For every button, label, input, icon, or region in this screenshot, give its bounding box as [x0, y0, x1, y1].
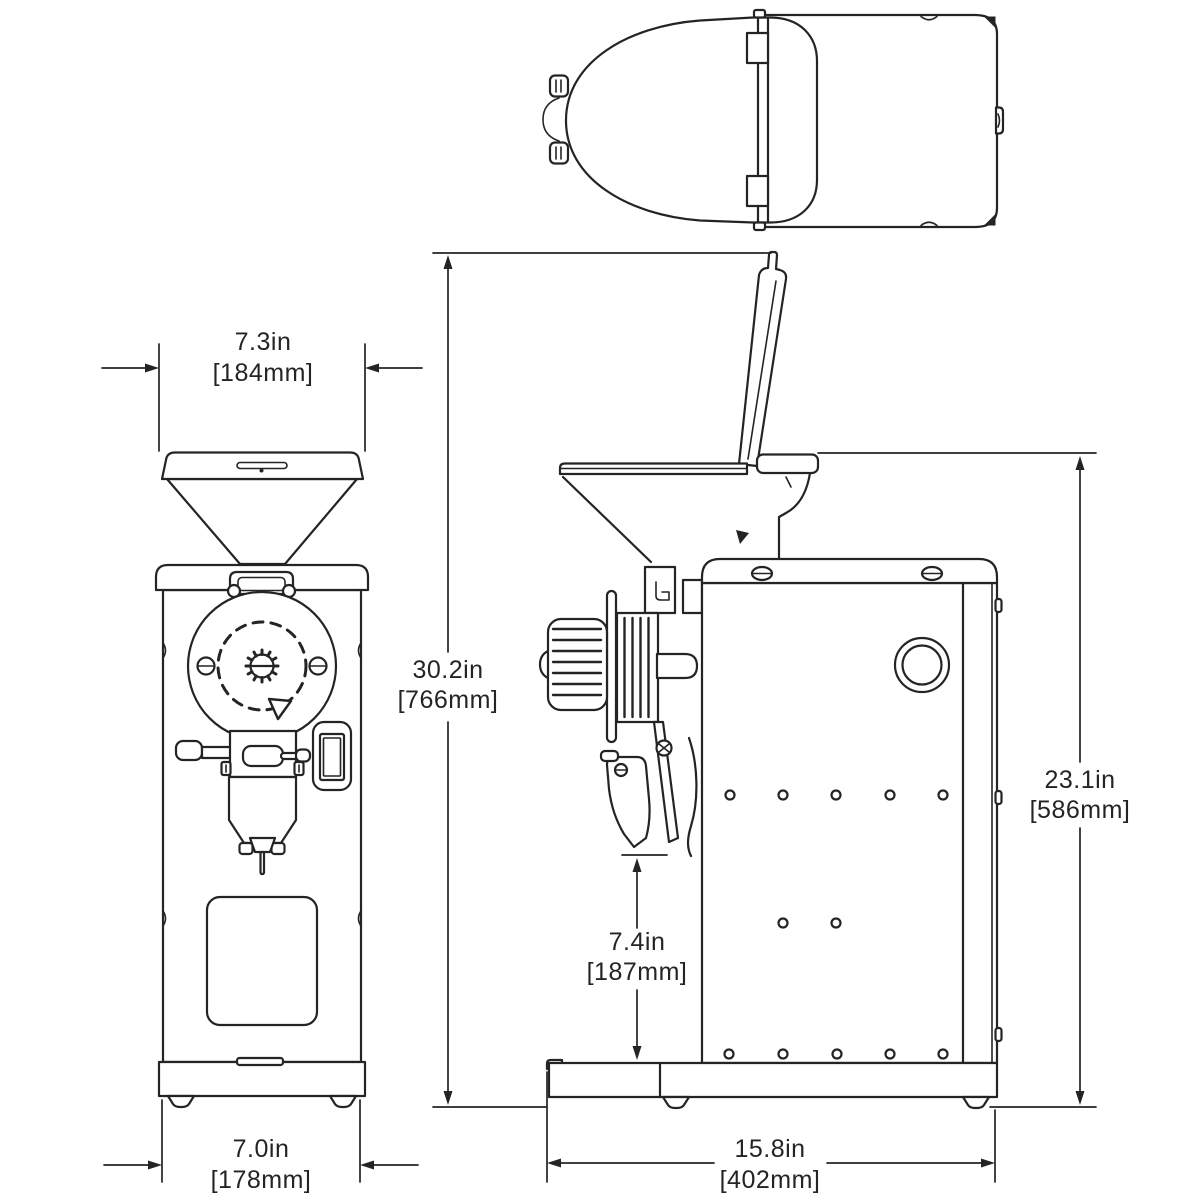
side-bag-clamp-plate: [607, 757, 650, 847]
front-doser-lever: [176, 741, 202, 760]
side-edge-clip: [996, 599, 1002, 612]
top-view-lid-outline: [566, 18, 817, 223]
dim-base-width-mm: [178mm]: [210, 1166, 312, 1194]
front-hopper-funnel: [167, 479, 357, 564]
front-doser-plate: [243, 746, 283, 766]
side-edge-clip: [996, 1028, 1002, 1041]
front-lid-slot: [237, 463, 287, 469]
side-lid-hinge-block: [757, 455, 818, 474]
dim-base-width-inches: 7.0in: [232, 1135, 290, 1163]
side-knob-bump: [540, 651, 548, 678]
side-knob-knurling: [553, 629, 601, 695]
dim-overall-height-mm: [766mm]: [397, 686, 499, 714]
top-view-edge-notch: [754, 10, 765, 18]
side-grinder-collar: [645, 567, 675, 613]
front-view: [156, 453, 368, 1108]
front-base-tab: [237, 1058, 283, 1065]
dim-hopper-width-inches: 7.3in: [234, 328, 292, 356]
side-hinge-rod: [607, 591, 616, 742]
dim-spout-clearance-inches: 7.4in: [608, 928, 666, 956]
side-adjustment-knob: [548, 619, 607, 710]
front-power-switch-rocker: [324, 738, 341, 776]
side-foot: [963, 1097, 989, 1108]
side-clamp-peg: [601, 751, 618, 761]
side-base-tray: [549, 1063, 997, 1097]
dim-spout-clearance: [587, 855, 688, 1060]
front-chamber-tab: [240, 843, 253, 854]
top-view: [543, 10, 1003, 230]
dim-spout-clearance-mm: [187mm]: [586, 958, 688, 986]
side-burr-housing: [617, 613, 658, 722]
side-grinder-collar-step: [683, 580, 702, 613]
front-doser-handle-tip: [296, 750, 310, 762]
dim-overall-height-inches: 30.2in: [412, 656, 484, 684]
dim-case-height-mm: [586mm]: [1029, 796, 1131, 824]
side-body-outline: [702, 583, 997, 1063]
side-top-band: [702, 559, 997, 583]
dim-case-height-inches: 23.1in: [1044, 766, 1116, 794]
front-collar-inner: [238, 578, 285, 591]
side-hopper-right-profile: [779, 473, 810, 559]
top-view-hinge-knuckle: [550, 76, 568, 97]
front-spout-pin: [261, 852, 265, 874]
side-hinge-tick: [786, 477, 791, 487]
top-view-hinge-notch: [747, 33, 768, 63]
dim-hopper-width-mm: [184mm]: [212, 359, 314, 387]
side-motor-boss: [657, 654, 697, 678]
side-hopper-weld-mark: [736, 530, 749, 544]
side-open-lid: [739, 252, 786, 466]
side-edge-clip: [996, 791, 1002, 804]
front-foot: [330, 1096, 356, 1107]
dim-base-width: [104, 1100, 418, 1194]
dim-base-depth-mm: [402mm]: [719, 1166, 821, 1194]
top-view-hinge-bump: [543, 98, 559, 141]
top-view-hinge-notch: [747, 176, 768, 206]
side-hopper-left-slope: [563, 477, 651, 562]
front-foot: [168, 1096, 194, 1107]
front-grind-chamber: [229, 777, 296, 843]
front-bag-panel: [207, 897, 317, 1025]
top-view-hinge-knuckle: [550, 143, 568, 164]
front-base: [159, 1062, 365, 1096]
front-doser-lever-arm: [202, 747, 232, 758]
side-chute-profile: [688, 738, 696, 856]
top-view-edge-notch: [754, 223, 765, 231]
dim-hopper-width: [102, 328, 422, 451]
side-foot: [663, 1097, 689, 1108]
front-spout: [250, 838, 275, 852]
dim-base-depth-inches: 15.8in: [734, 1135, 806, 1163]
front-lid-pin: [260, 469, 264, 473]
